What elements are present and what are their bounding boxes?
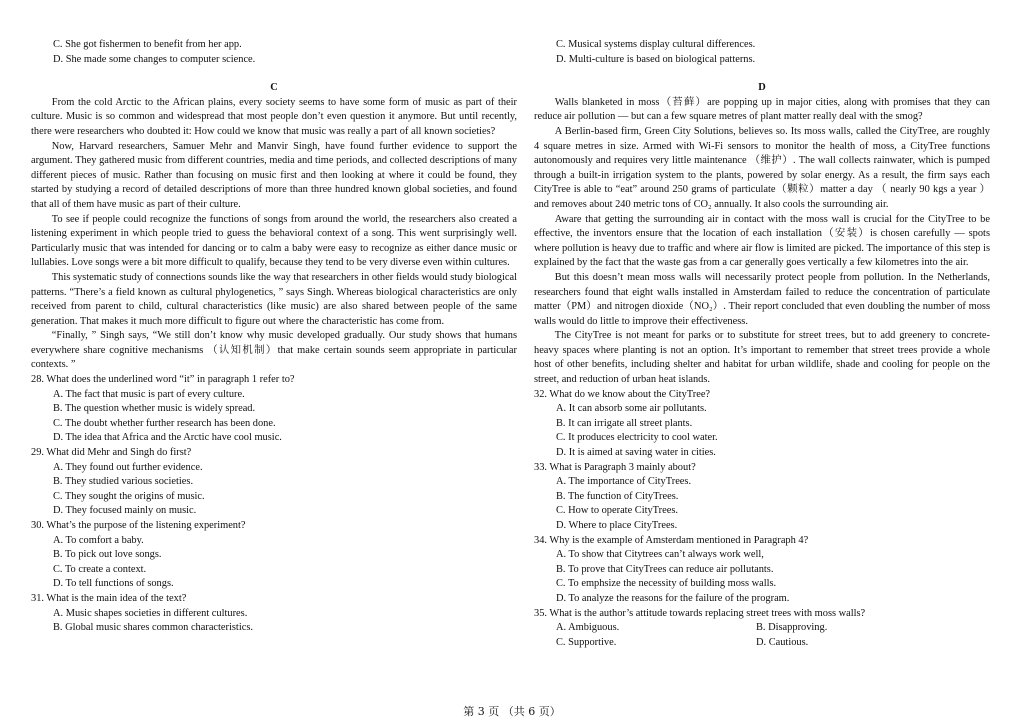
option-a: A. Ambiguous. [556, 622, 620, 634]
option-a: A. It can absorb some air pollutants. [556, 403, 707, 415]
option-c: C. It produces electricity to cool water. [556, 432, 718, 444]
option-a: A. Music shapes societies in different cultures. [53, 607, 248, 619]
right-column [534, 38, 990, 650]
option-b: B. They studied various societies. [53, 476, 194, 488]
question-stem: 34. Why is the example of Amsterdam mentioned in Paragraph 4? [534, 534, 809, 546]
prev-option-c: C. She got fishermen to benefit from her app. [53, 39, 242, 50]
option-b: B. Global music shares common characteristics. [53, 622, 253, 634]
question-34 [534, 534, 990, 607]
prev-option-d: D. Multi-culture is based on biological patterns. [556, 53, 756, 65]
option-d: D. The idea that Africa and the Arctic have cool music. [53, 432, 282, 444]
option-a: A. To show that Citytrees can’t always work well, [556, 549, 764, 561]
question-28 [31, 373, 517, 446]
passage-d-paragraph-5: The CityTree is not meant for parks or to substitute for street trees, but to add greenery to concrete-heavy spaces where planting is not an option. It’s important to remember that street trees provide a whole host of other benefits, including shelter and habitat for urban wildlife, shade and cooling for people on the street, and reduction of urban heat islands. [534, 330, 990, 386]
option-d: D. To tell functions of songs. [53, 578, 174, 590]
passage-c-paragraph-4: This systematic study of connections sounds like the way that researchers in other fields would study biological patterns. “There’s a field known as cultural phylogenetics, ” says Singh. Whereas biological characteristics are only received from parent to child, cultural characteristics (like music) are also shared between people of the same generation. That makes it much more difficult to figure out where the characteristic has come from. [31, 271, 517, 327]
option-d: D. Cautious. [756, 636, 809, 648]
question-stem: 35. What is the author’s attitude towards replacing street trees with moss walls? [534, 607, 866, 619]
passage-c-heading: C [270, 82, 278, 94]
option-d: D. It is aimed at saving water in cities. [556, 447, 716, 459]
option-c: C. How to operate CityTrees. [556, 505, 678, 517]
option-b: B. To prove that CityTrees can reduce air pollutants. [556, 563, 774, 575]
option-a: A. The fact that music is part of every culture. [53, 388, 245, 400]
option-b: B. The function of CityTrees. [556, 490, 679, 502]
page-number: 第 3 页 （共 6 页） [463, 705, 561, 718]
question-33 [534, 461, 990, 534]
question-32 [534, 388, 990, 461]
passage-d-paragraph-1: Walls blanketed in moss（苔藓）are popping up in major cities, along with promises that they can reduce air pollution — but can a few square metres of plant matter really deal with the smog? [534, 96, 990, 123]
passage-c-paragraph-3: To see if people could recognize the functions of songs from around the world, the researchers also created a listening experiment in which people tried to guess the behavioral context of a song. This went surprisingly well. Particularly music that was intended for dancing or to calm a baby were easy to recognize as either dance music or lullabies. Love songs were a bit more difficult to qualify, because they tend to be very diverse even within cultures. [31, 213, 517, 269]
passage-c-paragraph-1: From the cold Arctic to the African plains, every society seems to have some form of music as part of their culture. Music is so common and widespread that most people don’t even question it anymore. But until recently, there were researchers who doubted it: How could we know that music was really a part of all known societies? [31, 96, 517, 137]
option-b: B. To pick out love songs. [53, 549, 162, 561]
question-stem: 29. What did Mehr and Singh do first? [31, 447, 192, 459]
option-c: C. Supportive. [556, 636, 617, 648]
option-b: B. The question whether music is widely spread. [53, 403, 256, 415]
prev-option-d: D. She made some changes to computer science. [53, 53, 256, 65]
question-stem: 32. What do we know about the CityTree? [534, 388, 711, 400]
question-31 [31, 592, 517, 636]
left-column [31, 38, 517, 636]
question-stem: 30. What’s the purpose of the listening experiment? [31, 520, 246, 531]
option-a: A. To comfort a baby. [53, 534, 144, 546]
question-stem: 28. What does the underlined word “it” in paragraph 1 refer to? [31, 374, 295, 386]
option-d: D. They focused mainly on music. [53, 505, 197, 517]
passage-c-paragraph-2: Now, Harvard researchers, Samuer Mehr and Manvir Singh, have found further evidence to support the argument. They gathered music from different countries, media and time periods, and collected descriptions of many different pieces of music. Rather than focusing on music first and then looking at where it could be found, they started by studying a record of detailed descriptions of more than three hundred known global societies, and found that all of them have music as part of their culture. [31, 140, 517, 210]
question-29 [31, 446, 517, 519]
passage-d-heading: D [758, 82, 766, 94]
option-b: B. Disapproving. [756, 622, 828, 634]
question-stem: 31. What is the main idea of the text? [31, 592, 187, 604]
option-c: C. The doubt whether further research has been done. [53, 417, 276, 429]
option-c: C. They sought the origins of music. [53, 490, 205, 502]
passage-d-paragraph-4: But this doesn’t mean moss walls will necessarily protect people from pollution. In the Netherlands, researchers found that eight walls installed in Amsterdam failed to reduce the concentration of particulate matter（PM）and nitrogen dioxide（NO₂）. Their report concluded that even doubling the number of moss walls would do little to improve their effectiveness. [534, 271, 990, 327]
passage-d-paragraph-2: A Berlin-based firm, Green City Solutions, believes so. Its moss walls, called the CityTree, are roughly 4 square metres in size. Armed with Wi-Fi sensors to monitor the health of moss, a CityTree functions autonomously and requires very little maintenance （维护）. The wall collects rainwater, which is pumped through a built-in irrigation system to the plants, powered by solar energy. As a result, the firm says each CityTree is able to “eat” around 250 grams of particulate（颗粒）matter a day （ nearly 90 kgs a year ） and removes about 240 metric tons of CO₂ annually. It also cools the surrounding air. [534, 125, 990, 210]
question-35 [534, 607, 990, 651]
option-a: A. They found out further evidence. [53, 461, 203, 473]
prev-option-c: C. Musical systems display cultural differences. [556, 39, 756, 50]
passage-d-paragraph-3: Aware that getting the surrounding air in contact with the moss wall is crucial for the CityTree to be effective, the inventors ensure that the location of each installation（安装）is chosen carefully — spots where pollution is heavy due to traffic and where air flow is limited are picked. The importance of this step is explained by the fact that the waste gas from a car generally goes vertically a few kilometres into the air. [534, 213, 990, 269]
passage-c-paragraph-5: “Finally, ” Singh says, “We still don’t know why music developed gradually. Our study shows that humans everywhere share cognitive mechanisms （认知机制）that make certain sounds seem appropriate in particular contexts. ” [31, 330, 517, 371]
question-stem: 33. What is Paragraph 3 mainly about? [534, 461, 696, 473]
question-30 [31, 519, 517, 592]
option-c: C. To emphsize the necessity of building moss walls. [556, 578, 777, 590]
option-a: A. The importance of CityTrees. [556, 476, 692, 488]
option-grid [556, 621, 990, 650]
option-d: D. Where to place CityTrees. [556, 520, 678, 531]
option-c: C. To create a context. [53, 563, 147, 575]
option-b: B. It can irrigate all street plants. [556, 417, 693, 429]
option-d: D. To analyze the reasons for the failure of the program. [556, 592, 790, 604]
